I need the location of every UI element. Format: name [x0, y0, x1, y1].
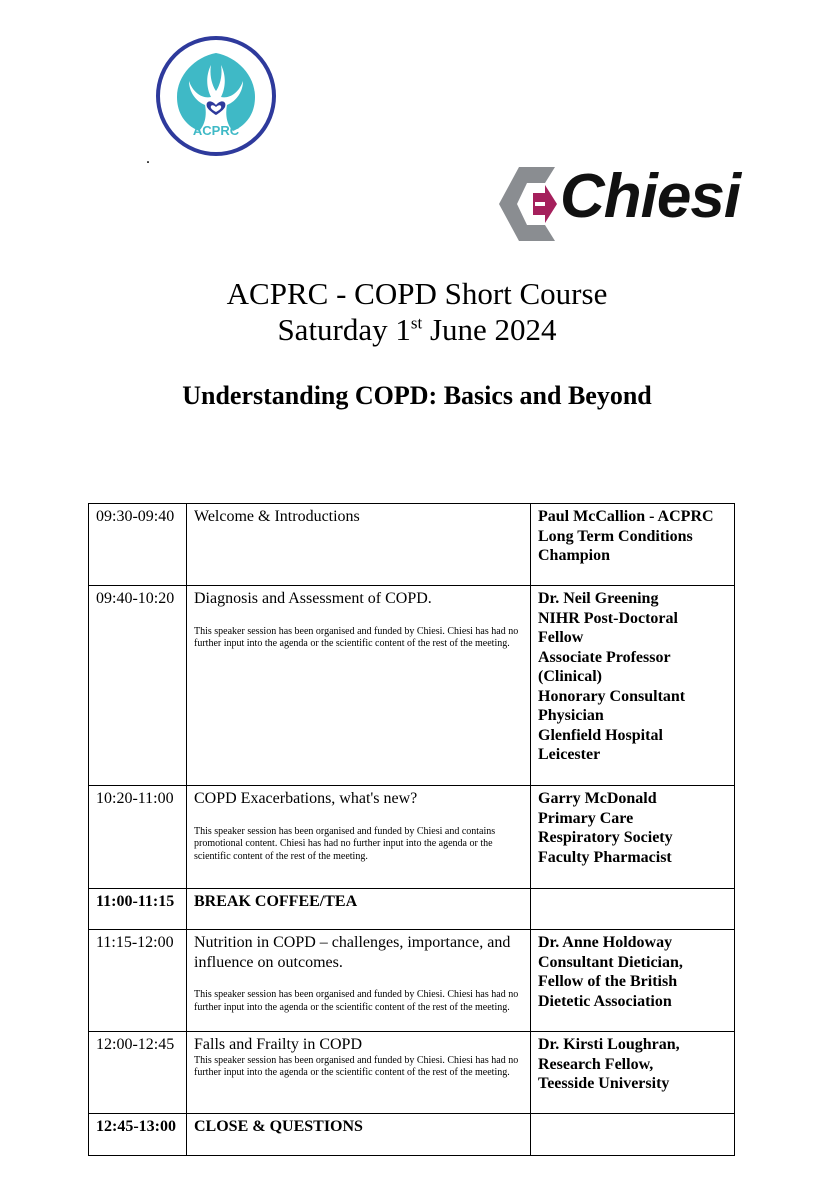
table-row	[89, 504, 735, 586]
session-time: 11:15-12:00	[89, 930, 187, 1032]
table-row	[89, 1114, 735, 1156]
course-date: Saturday 1st June 2024	[277, 312, 557, 347]
session-speaker	[531, 1114, 735, 1156]
page-title	[0, 276, 834, 348]
session-time: 09:40-10:20	[89, 586, 187, 786]
session-speaker: Paul McCallion - ACPRC Long Term Conditions Champion	[531, 504, 735, 586]
chiesi-logo-text: Chiesi	[560, 162, 741, 231]
session-time: 11:00-11:15	[89, 889, 187, 930]
session-title: CLOSE & QUESTIONS	[187, 1114, 531, 1156]
table-row	[89, 930, 735, 1032]
acprc-logo	[155, 35, 277, 157]
session-cell	[187, 586, 531, 786]
course-title: ACPRC - COPD Short Course	[226, 276, 608, 311]
session-title: Welcome & Introductions	[187, 504, 531, 586]
session-speaker: Dr. Anne Holdoway Consultant Dietician, Fellow of the British Dietetic Association	[531, 930, 735, 1032]
table-row	[89, 1032, 735, 1114]
table-row	[89, 786, 735, 889]
sponsor-note: This speaker session has been organised and funded by Chiesi and contains promotional content. Chiesi has had no further input into the agenda or the scientific content of the rest of the meeting.	[194, 825, 496, 862]
session-time: 12:00-12:45	[89, 1032, 187, 1114]
session-speaker: Dr. Neil Greening NIHR Post-Doctoral Fellow Associate Professor (Clinical) Honorary Consultant Physician Glenfield Hospital Leicester	[531, 586, 735, 786]
session-cell	[187, 786, 531, 889]
schedule-table	[88, 503, 735, 1156]
sponsor-note: This speaker session has been organised and funded by Chiesi. Chiesi has had no further input into the agenda or the scientific content of the rest of the meeting.	[194, 989, 519, 1013]
stray-mark: .	[146, 150, 150, 167]
session-speaker: Dr. Kirsti Loughran, Research Fellow, Teesside University	[531, 1032, 735, 1114]
acprc-logo-text: ACPRC	[192, 123, 240, 138]
session-title: Falls and Frailty in COPD	[194, 1036, 363, 1053]
session-time: 10:20-11:00	[89, 786, 187, 889]
sponsor-note: This speaker session has been organised and funded by Chiesi. Chiesi has had no further input into the agenda or the scientific content of the rest of the meeting.	[194, 1054, 519, 1078]
session-title: BREAK COFFEE/TEA	[187, 889, 531, 930]
table-row	[89, 889, 735, 930]
session-title: COPD Exacerbations, what's new?	[194, 790, 418, 807]
session-speaker	[531, 889, 735, 930]
session-title: Diagnosis and Assessment of COPD.	[194, 590, 432, 607]
session-cell	[187, 1032, 531, 1114]
course-subtitle: Understanding COPD: Basics and Beyond	[182, 381, 652, 410]
session-cell	[187, 930, 531, 1032]
sponsor-note: This speaker session has been organised and funded by Chiesi. Chiesi has had no further input into the agenda or the scientific content of the rest of the meeting.	[194, 625, 519, 649]
session-speaker: Garry McDonald Primary Care Respiratory Society Faculty Pharmacist	[531, 786, 735, 889]
session-time: 12:45-13:00	[89, 1114, 187, 1156]
session-time: 09:30-09:40	[89, 504, 187, 586]
session-title: Nutrition in COPD – challenges, importance, and influence on outcomes.	[194, 934, 511, 971]
table-row	[89, 586, 735, 786]
